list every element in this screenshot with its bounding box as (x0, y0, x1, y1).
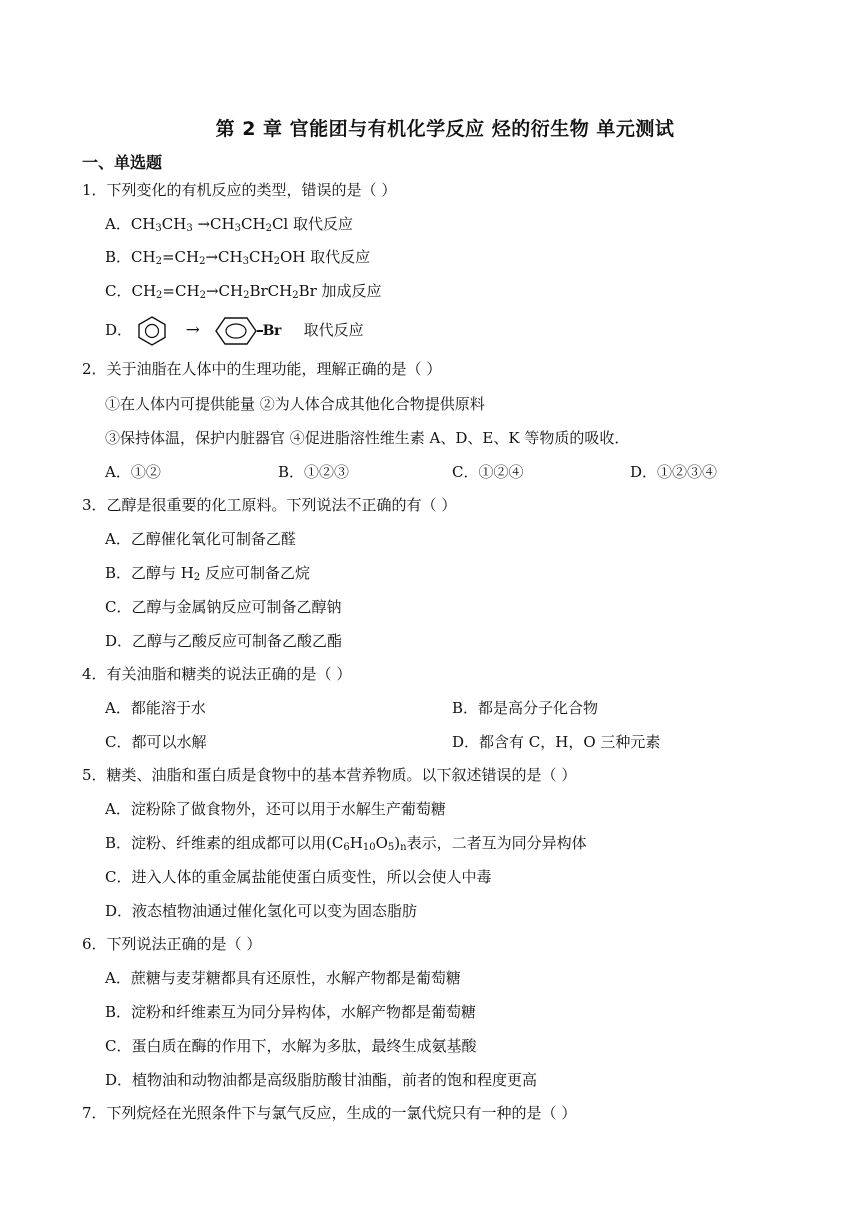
question-6-option-b: B．淀粉和纤维素互为同分异构体，水解产物都是葡萄糖 (105, 1003, 477, 1021)
section-heading: 一、单选题 (82, 153, 163, 172)
question-2-option-b: B．①②③ (278, 463, 350, 481)
question-2-option-a: A．①② (105, 463, 161, 481)
question-5-option-d: D．液态植物油通过催化氢化可以变为固态脂肪 (105, 902, 418, 920)
question-7-stem: 7．下列烷烃在光照条件下与氯气反应，生成的一氯代烷只有一种的是（ ） (82, 1104, 577, 1122)
question-3-option-b: B．乙醇与 $H_2$ 反应可制备乙烷 (105, 564, 311, 583)
question-5-option-b: B．淀粉、纤维素的组成都可以用$(C_6H_{10}O_5)_n$表示，二者互为同分异构体 (105, 834, 587, 853)
question-4-option-d: D．都含有 C，H，O 三种元素 (452, 733, 661, 751)
question-2-stem: 2．关于油脂在人体中的生理功能，理解正确的是（ ） (82, 360, 442, 378)
question-3-option-c: C．乙醇与金属钠反应可制备乙醇钠 (105, 598, 342, 616)
question-6-stem: 6．下列说法正确的是（ ） (82, 935, 262, 953)
question-5-option-c: C．进入人体的重金属盐能使蛋白质变性，所以会使人中毒 (105, 868, 492, 886)
question-2-option-c: C．①②④ (452, 463, 524, 481)
question-1-option-a: A．$CH_3CH_3 \to CH_3CH_2Cl$ 取代反应 (105, 215, 353, 234)
bromine-label: Br (262, 323, 281, 339)
question-6-option-c: C．蛋白质在酶的作用下，水解为多肽，最终生成氨基酸 (105, 1037, 477, 1055)
question-1-option-c: C．$CH_2=CH_2\to CH_2BrCH_2Br$ 加成反应 (105, 282, 382, 301)
question-4-option-c: C．都可以水解 (105, 733, 207, 751)
question-4-option-a: A．都能溶于水 (105, 699, 206, 717)
question-5-option-a: A．淀粉除了做食物外，还可以用于水解生产葡萄糖 (105, 800, 446, 818)
question-3-option-d: D．乙醇与乙酸反应可制备乙酸乙酯 (105, 632, 343, 650)
question-4-option-b: B．都是高分子化合物 (452, 699, 599, 717)
page-title: 第 2 章 官能团与有机化学反应 烃的衍生物 单元测试 (215, 118, 675, 140)
question-3-option-a: A．乙醇催化氧化可制备乙醛 (105, 530, 296, 548)
question-3-stem: 3．乙醇是很重要的化工原料。下列说法不正确的有（ ） (82, 496, 457, 514)
question-5-stem: 5．糖类、油脂和蛋白质是食物中的基本营养物质。以下叙述错误的是（ ） (82, 766, 577, 784)
bromobenzene-structure-icon (215, 315, 257, 347)
question-6-option-a: A．蔗糖与麦芽糖都具有还原性，水解产物都是葡萄糖 (105, 969, 461, 987)
question-1-option-b: B．$CH_2=CH_2\to CH_3CH_2OH$ 取代反应 (105, 248, 371, 267)
question-1-option-d: D． → Br 取代反应 (105, 312, 364, 349)
question-1-stem: 1．下列变化的有机反应的类型，错误的是（ ） (82, 181, 397, 199)
question-2-statement-1: ①在人体内可提供能量 ②为人体合成其他化合物提供原料 (105, 395, 485, 413)
question-2-statement-2: ③保持体温，保护内脏器官 ④促进脂溶性维生素 A、D、E、K 等物质的吸收． (105, 429, 630, 447)
benzene-structure-icon (137, 315, 167, 347)
question-6-option-d: D．植物油和动物油都是高级脂肪酸甘油酯，前者的饱和程度更高 (105, 1071, 538, 1089)
reaction-arrow: → (185, 320, 200, 340)
question-2-option-d: D．①②③④ (630, 463, 718, 481)
question-4-stem: 4．有关油脂和糖类的说法正确的是（ ） (82, 665, 352, 683)
